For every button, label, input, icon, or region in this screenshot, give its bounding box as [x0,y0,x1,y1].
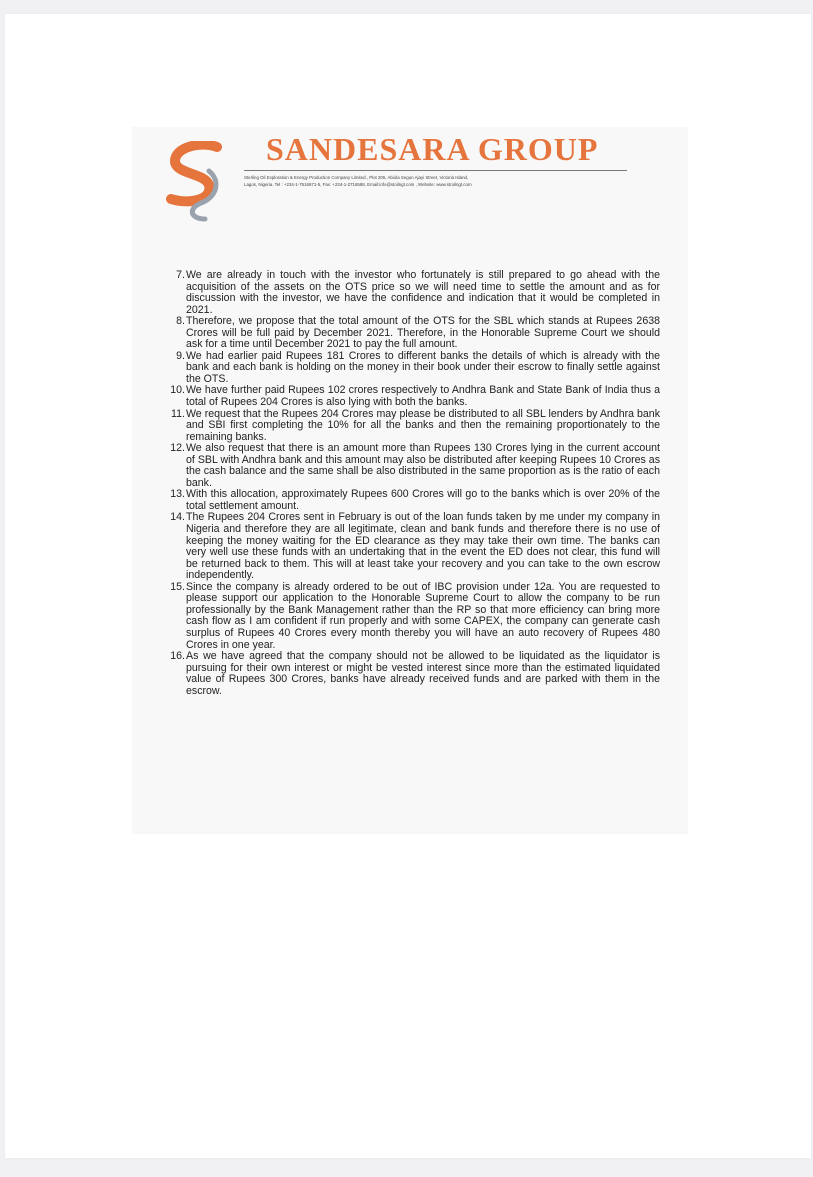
item-number: 12. [170,442,185,455]
list-item [166,270,660,316]
item-text: We are already in touch with the investor who fortunately is still prepared to go ahead with the acquisition of the assets on the OTS price so we will need time to settle the amount and as for discussion with the investor, we have the confidence and indication that it would be completed in 2021. [186,269,660,316]
item-number: 13. [170,488,185,501]
list-item [166,512,660,581]
list-item [166,409,660,444]
item-text: As we have agreed that the company should not be allowed to be liquidated as the liquidator is pursuing for their own interest or might be vested interest since more than the estimated liquidated value of Rupees 300 Crores, banks have already received funds and are parked with them in the escrow. [186,650,660,697]
item-text: We have further paid Rupees 102 crores respectively to Andhra Bank and State Bank of India thus a total of Rupees 204 Crores is also lying with both the banks. [186,384,660,409]
item-text: We had earlier paid Rupees 181 Crores to different banks the details of which is already with the bank and each bank is holding on the money in their book under their escrow to finally settle against the OTS. [186,349,660,385]
list-item [166,385,660,408]
item-text: Since the company is already ordered to be out of IBC provision under 12a. You are requested to please support our application to the Honorable Supreme Court to allow the company to be run professionally by the Bank Management rather than the RP so that more efficiency can bring more cash flow as I am confident if run properly and with some CAPEX, the company can generate cash surplus of Rupees 40 Crores every month thereby you will have an auto recovery of Rupees 480 Crores in one year. [186,580,660,651]
item-number: 8. [176,315,185,328]
scanned-letter [132,127,688,834]
address-line-1: Sterling Oil Exploration & Energy Production Company Limited., Plot 205, Abiola Segun Ajayi Street, Victoria Island, [244,175,469,180]
list-item [166,351,660,386]
item-text: Therefore, we propose that the total amount of the OTS for the SBL which stands at Rupees 2638 Crores will be full paid by December 2021. Therefore, in the Honorable Supreme Court we should ask for a time until December 2021 to pay the full amount. [186,315,660,351]
numbered-points [166,270,660,697]
sandesara-swirl-logo-icon [165,141,223,223]
item-text: The Rupees 204 Crores sent in February is out of the loan funds taken by me under my company in Nigeria and therefore they are all legitimate, clean and bank funds and therefore there is no use of keeping the money waiting for the ED clearance as they may take their own time. The banks can very well use these funds with an undertaking that in the event the ED does not clear, this fund will be returned back to them. This will at least take your recovery and you can take to the own escrow independently. [186,511,660,582]
item-number: 14. [170,511,185,524]
item-text: We also request that there is an amount more than Rupees 130 Crores lying in the current account of SBL with Andhra bank and this amount may also be distributed after keeping Rupees 10 Crores as the cash balance and the same shall be also distributed in the same proportion as is the ratio of each bank. [186,442,660,489]
item-number: 9. [176,349,185,362]
item-text: With this allocation, approximately Rupees 600 Crores will go to the banks which is over 20% of the total settlement amount. [186,488,660,512]
address-line-2: Lagos, Nigeria. Tel : +234-1-7616671-5, Fax: +234-1-2716588, Email:info@stoilngt.com , Website: www.stroilngt.com [244,181,472,187]
item-text: We request that the Rupees 204 Crores may please be distributed to all SBL lenders by Andhra bank and SBI first completing the 10% for all the banks and then the remaining proportionately to the remaining banks. [186,407,660,443]
list-item [166,582,660,651]
item-number: 11. [171,407,185,420]
brand-name: SANDESARA GROUP [266,131,599,167]
item-number: 7. [176,269,185,281]
letterhead-rule [244,170,627,171]
item-number: 10. [170,384,185,397]
list-item [166,316,660,351]
item-number: 15. [170,580,185,593]
list-item [166,651,660,697]
letterhead [132,127,688,227]
company-address [244,175,630,188]
list-item [166,489,660,512]
item-number: 16. [170,650,185,663]
document-page [5,14,811,1158]
list-item [166,443,660,489]
